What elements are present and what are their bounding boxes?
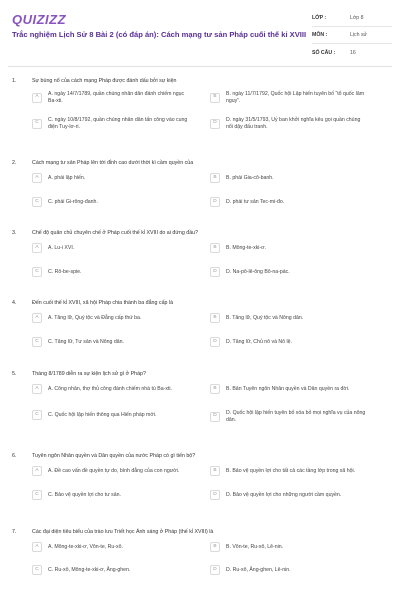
option-d[interactable] [210, 337, 366, 347]
question-prompt: Tháng 8/1789 diễn ra sự kiện lịch sử gì ở Pháp? [32, 371, 146, 377]
option-text: C. ngày 10/8/1792, quần chúng nhân dân tấn công vào cung điện Tuy-lơ-ri. [48, 117, 188, 130]
option-text: D. phái tư sản Tec-mi-đo. [226, 198, 285, 205]
option-letter: A [32, 93, 42, 103]
option-d[interactable] [210, 565, 366, 575]
option-c[interactable] [32, 410, 188, 420]
option-letter: A [32, 173, 42, 183]
option-b[interactable] [210, 466, 366, 476]
question-number: 1. [12, 78, 17, 84]
question-number: 7. [12, 529, 17, 535]
meta-row-count [312, 44, 392, 61]
option-letter: D [210, 565, 220, 575]
option-letter: D [210, 119, 220, 129]
option-letter: A [32, 384, 42, 394]
option-letter: A [32, 243, 42, 253]
question-prompt: Đến cuối thế kỉ XVIII, xã hội Pháp chia thành ba đẳng cấp là [32, 300, 174, 306]
option-letter: C [32, 337, 42, 347]
option-letter: B [210, 93, 220, 103]
option-b[interactable] [210, 243, 366, 253]
question-text [12, 371, 388, 378]
question-text [12, 78, 388, 85]
option-d[interactable] [210, 410, 366, 423]
option-text: C. Rô-be-spie. [48, 268, 82, 275]
question-prompt: Chế độ quân chủ chuyên chế ở Pháp cuối thế kỉ XVIII do ai đứng đầu? [32, 230, 199, 236]
option-a[interactable] [32, 173, 188, 183]
option-letter: C [32, 267, 42, 277]
option-letter: B [210, 313, 220, 323]
option-text: A. phái lập hiến. [48, 174, 86, 181]
option-a[interactable] [32, 243, 188, 253]
option-text: D. Quốc hội lập hiến tuyên bố xóa bỏ mọi nghĩa vụ của nông dân. [226, 410, 366, 423]
option-a[interactable] [32, 313, 188, 323]
option-text: B. Bảo vệ quyền lợi cho tất cả các tầng lớp trong xã hội. [226, 467, 356, 474]
option-text: C. Bảo vệ quyền lợi cho tư sản. [48, 491, 121, 498]
option-letter: D [210, 267, 220, 277]
option-letter: A [32, 313, 42, 323]
option-letter: B [210, 173, 220, 183]
option-text: D. Na-pô-lê-ông Bô-na-pác. [226, 268, 290, 275]
question-prompt: Tuyên ngôn Nhân quyền và Dân quyền của nước Pháp có gì tiến bộ? [32, 453, 196, 459]
worksheet-header [0, 0, 400, 60]
option-c[interactable] [32, 337, 188, 347]
option-letter: C [32, 410, 42, 420]
option-a[interactable] [32, 542, 188, 552]
option-text: D. ngày 31/5/1793, Uỷ ban khởi nghĩa kêu gọi quần chúng nổi dậy đấu tranh. [226, 117, 361, 130]
meta-label: SỐ CÂU : [312, 49, 336, 56]
option-text: A. Đề cao vấn đề quyền tự do, bình đẳng của con người. [48, 467, 180, 474]
option-letter: D [210, 337, 220, 347]
question-text [12, 160, 388, 167]
meta-label: MÔN : [312, 32, 328, 38]
option-letter: C [32, 490, 42, 500]
option-text: B. Bản Tuyên ngôn Nhân quyền và Dân quyền ra đời. [226, 385, 350, 392]
header-divider [8, 66, 392, 67]
option-c[interactable] [32, 267, 188, 277]
question-number: 4. [12, 300, 17, 306]
option-text: B. phái Gia-cô-banh. [226, 174, 274, 181]
option-d[interactable] [210, 197, 366, 207]
option-b[interactable] [210, 384, 366, 394]
option-text: C. Ru-xô, Mông-te-xki-ơ, Ăng-ghen. [48, 566, 131, 573]
meta-value: 16 [350, 49, 356, 56]
option-b[interactable] [210, 173, 366, 183]
option-letter: D [210, 412, 220, 422]
option-letter: A [32, 466, 42, 476]
meta-label: LỚP : [312, 15, 327, 21]
question-4 [12, 300, 388, 345]
option-text: B. ngày 11/7/1792, Quốc hội Lập hiến tuyên bố “tổ quốc lâm nguy”. [226, 91, 365, 104]
option-d[interactable] [210, 490, 366, 500]
option-text: C. Quốc hội lập hiến thông qua Hiến pháp mới. [48, 411, 157, 418]
question-prompt: Sự bùng nổ của cách mạng Pháp được đánh dấu bởi sự kiện [32, 78, 177, 84]
question-text [12, 529, 388, 536]
option-text: D. Ru-xô, Ăng-ghen, Lê-nin. [226, 566, 291, 573]
option-text: A. Lu-i XVI. [48, 244, 75, 251]
option-d[interactable] [210, 117, 366, 130]
question-number: 6. [12, 453, 17, 459]
worksheet-title: Trắc nghiệm Lịch Sử 8 Bài 2 (có đáp án): Cách mạng tư sản Pháp cuối thế kỉ XVIII [12, 30, 307, 39]
quizizz-logo: QUIZIZZ [12, 12, 67, 27]
option-text: A. Mông-te-xki-ơ, Vôn-te, Ru-xô. [48, 543, 123, 550]
option-text: B. Mông-te-xki-ơ. [226, 244, 267, 251]
option-letter: D [210, 197, 220, 207]
option-letter: C [32, 565, 42, 575]
option-a[interactable] [32, 466, 188, 476]
option-c[interactable] [32, 197, 188, 207]
question-2 [12, 160, 388, 205]
question-text [12, 230, 388, 237]
option-letter: A [32, 542, 42, 552]
option-text: A. ngày 14/7/1789, quần chúng nhân dân đánh chiếm ngục Ba-xti. [48, 91, 185, 104]
meta-row-class [312, 10, 392, 27]
option-letter: C [32, 197, 42, 207]
question-text [12, 300, 388, 307]
question-6 [12, 453, 388, 498]
option-text: C. Tăng lữ, Tư sản và Nông dân. [48, 338, 124, 345]
option-c[interactable] [32, 490, 188, 500]
option-text: B. Vôn-te, Ru-xô, Lê-nin. [226, 543, 284, 550]
question-number: 3. [12, 230, 17, 236]
question-text [12, 453, 388, 460]
option-text: D. Tăng lữ, Chủ nô và Nô lệ. [226, 338, 292, 345]
option-letter: D [210, 490, 220, 500]
question-prompt: Cách mạng tư sản Pháp lên tới đỉnh cao dưới thời kì cầm quyền của [32, 160, 194, 166]
question-1 [12, 78, 388, 130]
question-5 [12, 371, 388, 423]
question-7 [12, 529, 388, 573]
worksheet-meta [312, 10, 392, 61]
option-text: B. Tăng lữ, Quý tộc và Nông dân. [226, 314, 304, 321]
question-3 [12, 230, 388, 275]
meta-value: Lớp 8 [350, 15, 364, 21]
option-letter: B [210, 384, 220, 394]
option-b[interactable] [210, 542, 366, 552]
meta-value: Lịch sử [350, 32, 368, 38]
option-a[interactable] [32, 91, 188, 104]
question-number: 2. [12, 160, 17, 166]
question-prompt: Các đại diện tiêu biểu của trào lưu Triết học Ánh sáng ở Pháp (thế kỉ XVIII) là [32, 529, 214, 535]
meta-row-subject [312, 27, 392, 44]
option-c[interactable] [32, 565, 188, 575]
option-b[interactable] [210, 91, 366, 104]
option-text: A. Công nhân, thợ thủ công đánh chiếm nhà tù Ba-xti. [48, 385, 172, 392]
option-b[interactable] [210, 313, 366, 323]
question-number: 5. [12, 371, 17, 377]
option-letter: C [32, 119, 42, 129]
option-d[interactable] [210, 267, 366, 277]
option-letter: B [210, 542, 220, 552]
option-letter: B [210, 466, 220, 476]
option-c[interactable] [32, 117, 188, 130]
option-a[interactable] [32, 384, 188, 394]
option-text: A. Tăng lữ, Quý tộc và Đẳng cấp thứ ba. [48, 314, 142, 321]
option-letter: B [210, 243, 220, 253]
option-text: D. Bảo vệ quyền lợi cho những người cầm quyền. [226, 491, 342, 498]
option-text: C. phái Gi-rông-đanh. [48, 198, 98, 205]
